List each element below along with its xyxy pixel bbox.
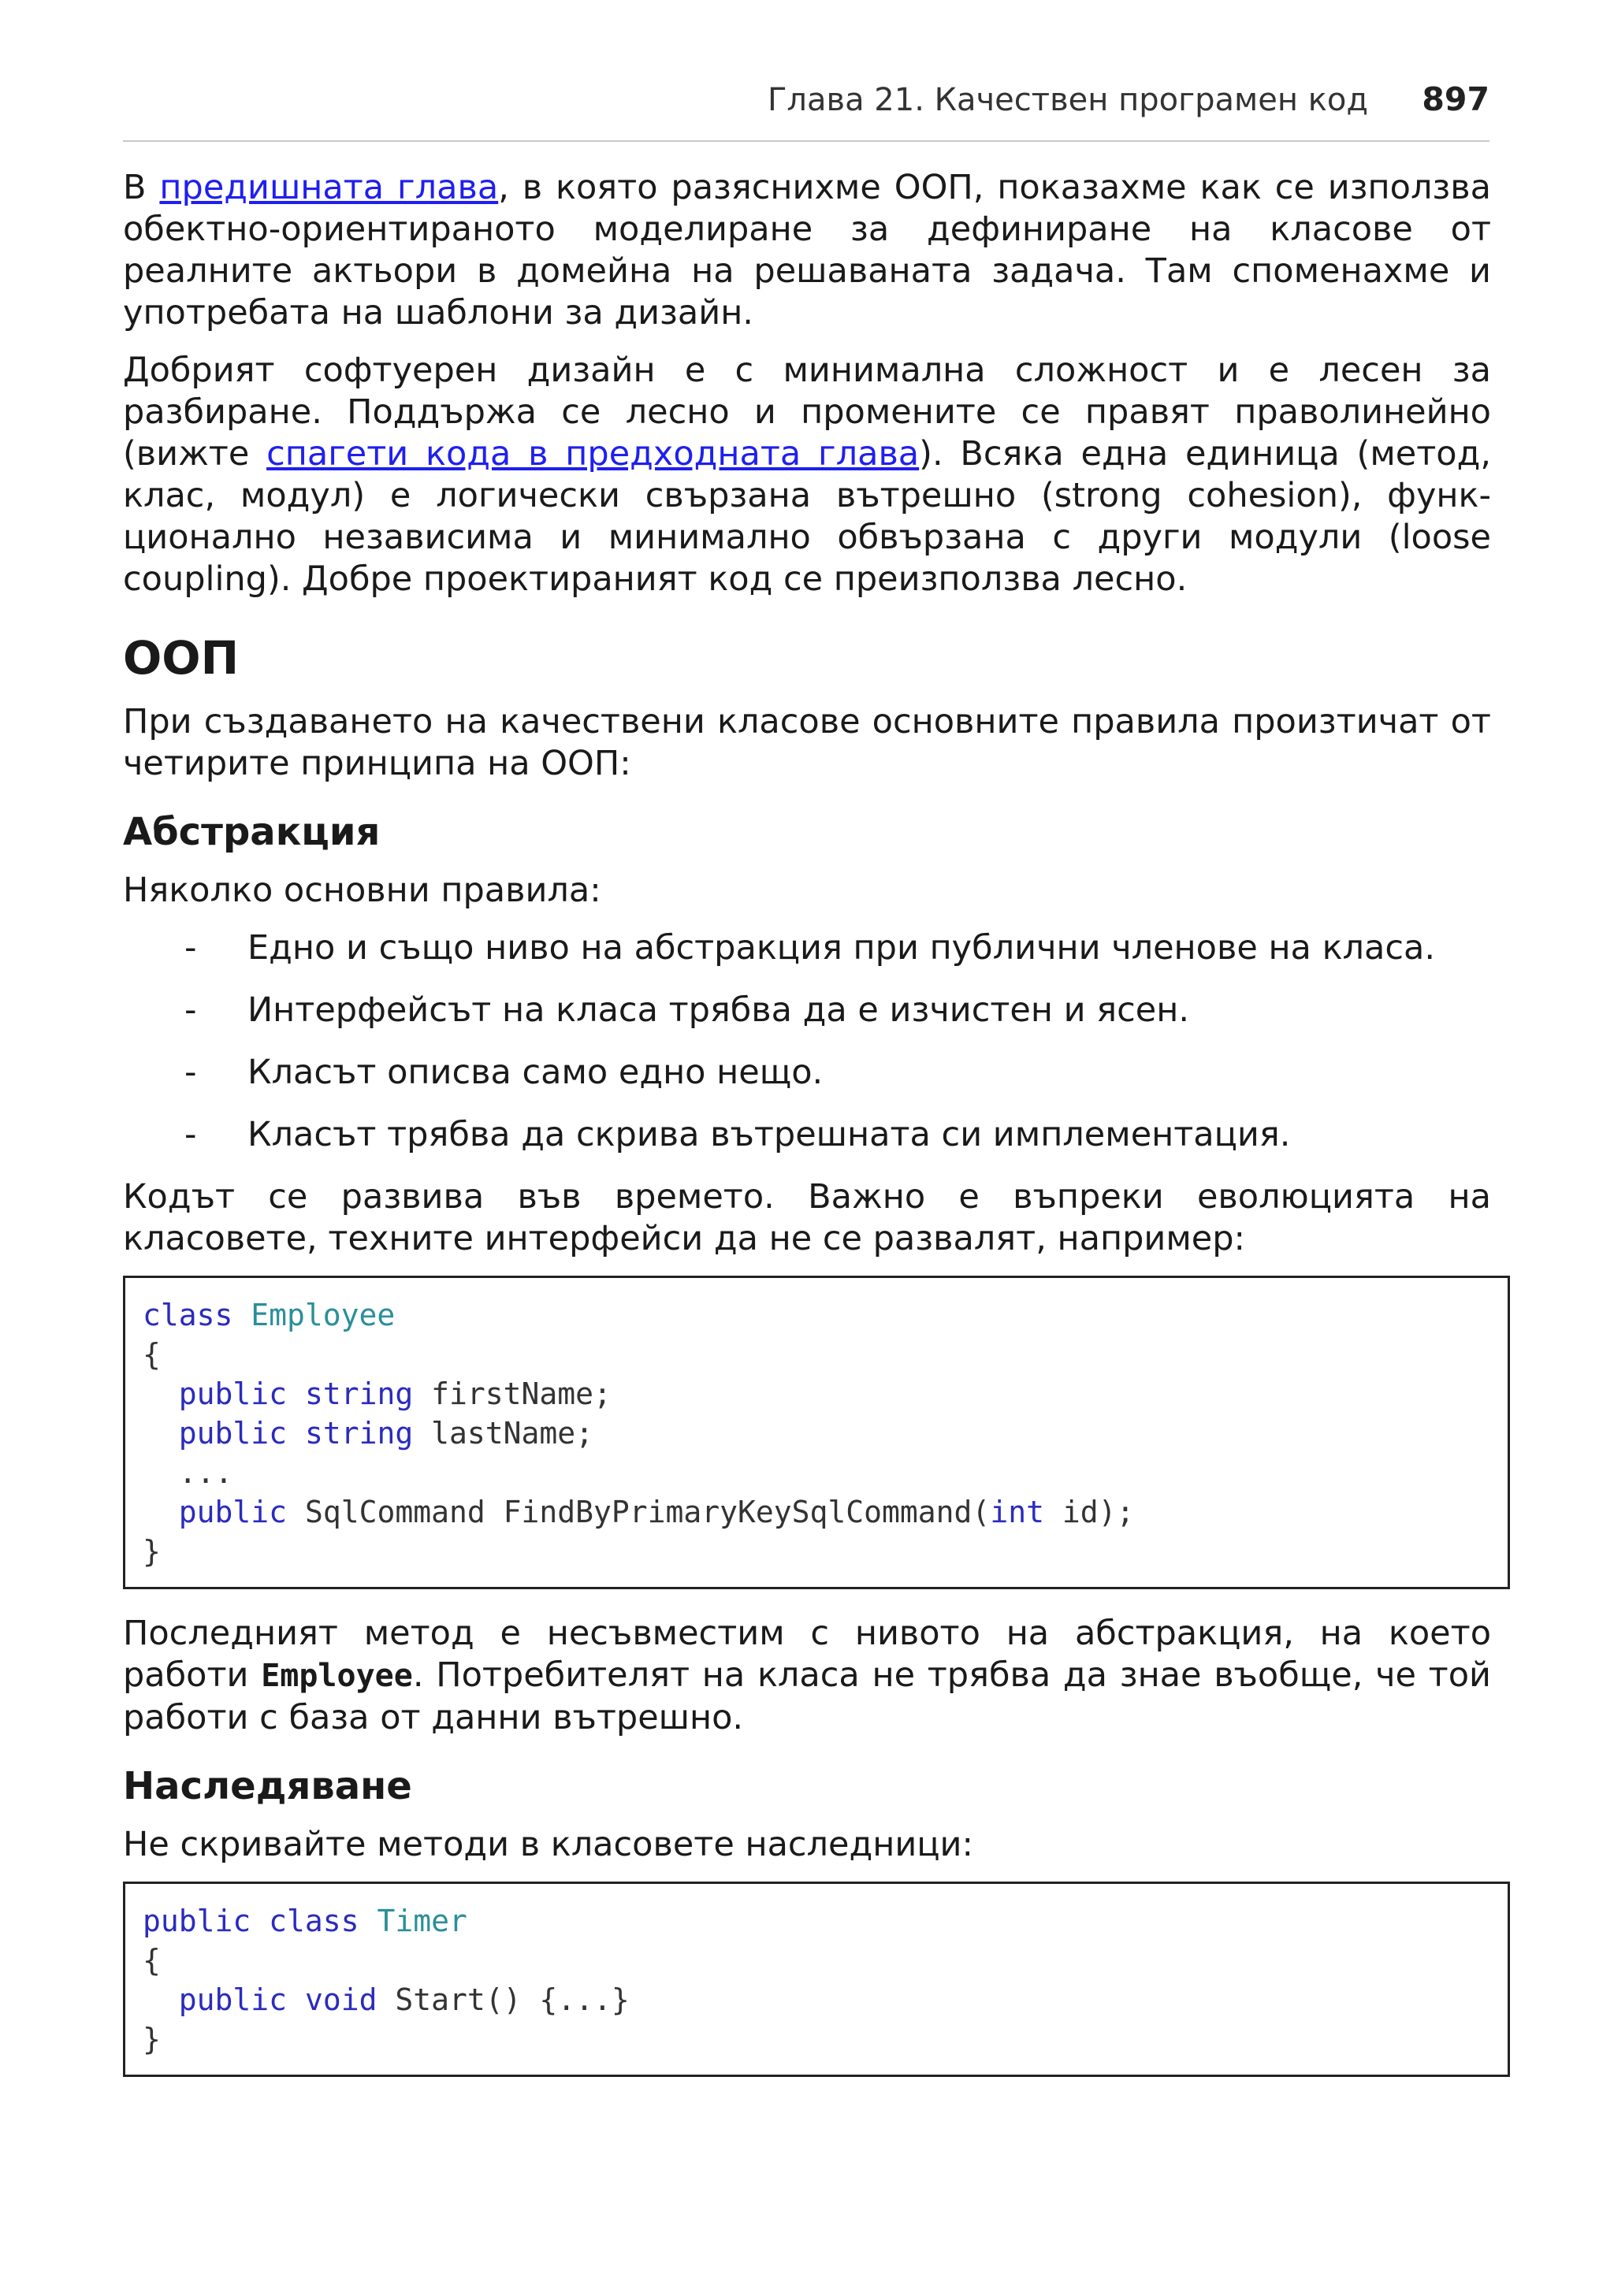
- inheritance-heading: Наследяване: [123, 1764, 412, 1808]
- page-content: [123, 167, 1491, 2101]
- list-item: [123, 927, 1491, 969]
- abstraction-intro: Няколко основни правила:: [123, 871, 601, 910]
- list-item: [123, 1052, 1491, 1094]
- page-number: 897: [1422, 80, 1489, 118]
- chapter-title: Глава 21. Качествен програмен код: [768, 82, 1368, 118]
- code-keyword: string: [304, 1376, 414, 1411]
- code-brace: }: [143, 2022, 161, 2056]
- code-field: lastName;: [431, 1416, 594, 1451]
- dash-bullet: -: [184, 990, 197, 1030]
- code-keyword: public: [143, 1904, 251, 1938]
- inheritance-paragraph: Не скривайте методи в класовете наследници:: [123, 1825, 973, 1864]
- page-header: [123, 79, 1489, 142]
- intro-paragraph-2: [123, 350, 1491, 600]
- after-code-text-post: . Потребителят на класа не трябва да знае въобще, че той работи с база от данни вътрешно.: [123, 1655, 1491, 1737]
- previous-chapter-link[interactable]: предишната глава: [159, 168, 499, 207]
- employee-code-block: [123, 1276, 1510, 1589]
- code-field: firstName;: [431, 1376, 612, 1411]
- dash-bullet: -: [184, 928, 197, 968]
- intro-p2-text-post: ). Всяка една единица (метод, клас, модул) е логически свързана вътрешно (strong cohesion), функ-ционално независима и минимално обвързана с други модули (loose coupling). Добре проектираният код се преизползва лесно.: [123, 434, 1491, 599]
- rule-text: Едно и също ниво на абстракция при публични членове на класа.: [247, 928, 1436, 968]
- code-keyword: public: [178, 1495, 288, 1529]
- code-keyword: class: [143, 1298, 233, 1332]
- code-keyword: public: [178, 1982, 288, 2017]
- rule-text: Класът трябва да скрива вътрешната си имплементация.: [247, 1115, 1291, 1154]
- abstraction-after-rules: Кодът се развива във времето. Важно е въпреки еволюцията на класовете, техните интерфейси да не се развалят, например:: [123, 1177, 1491, 1258]
- abstraction-rules-list: [123, 927, 1491, 1156]
- code-brace: {: [143, 1337, 161, 1372]
- rule-text: Интерфейсът на класа трябва да е изчистен и ясен.: [247, 990, 1189, 1030]
- code-method-end: id);: [1043, 1495, 1135, 1529]
- abstraction-heading: Абстракция: [123, 810, 381, 854]
- rule-text: Класът описва само едно нещо.: [247, 1053, 824, 1092]
- inline-code-employee: Employee: [261, 1658, 413, 1694]
- after-code-text-pre: Последният метод е несъвместим с нивото на абстракция, на което работи: [123, 1614, 1491, 1695]
- code-keyword: void: [304, 1982, 377, 2017]
- oop-heading: ООП: [123, 631, 240, 685]
- timer-code-block: [123, 1882, 1510, 2077]
- code-brace: {: [143, 1943, 161, 1978]
- list-item: [123, 1114, 1491, 1156]
- code-keyword: int: [990, 1495, 1044, 1529]
- code-method: Start() {...}: [395, 1982, 630, 2017]
- intro-p1-text-pre: В: [123, 168, 160, 207]
- intro-p2-text-pre: Добрият софтуерен дизайн е с минимална сложност и е лесен за разбиране. Поддържа се лесно и промените се правят праволинейно (вижте: [123, 351, 1491, 474]
- code-keyword: class: [269, 1904, 359, 1938]
- abstraction-after-code: [123, 1613, 1491, 1739]
- intro-p1-text-post: , в която разяснихме ООП, показахме как се използва обектно-ориентираното моделиране за дефиниране на класове от реалните актьори в домейна на решаваната задача. Там споменахме и употребата на шаблони за дизайн.: [123, 168, 1491, 333]
- spaghetti-code-link[interactable]: спагети кода в предходната глава: [266, 434, 920, 474]
- code-brace: }: [143, 1534, 161, 1569]
- dash-bullet: -: [184, 1053, 197, 1092]
- code-type-name: Timer: [377, 1904, 467, 1938]
- code-type-name: Employee: [251, 1298, 396, 1332]
- oop-paragraph: При създаването на качествени класове основните правила произтичат от четирите принципа на ООП:: [123, 702, 1491, 783]
- code-keyword: public: [178, 1376, 288, 1411]
- code-method-signature: SqlCommand FindByPrimaryKeySqlCommand(: [304, 1495, 991, 1529]
- list-item: [123, 990, 1491, 1031]
- code-keyword: public: [178, 1416, 288, 1451]
- code-keyword: string: [304, 1416, 414, 1451]
- intro-paragraph-1: [123, 167, 1491, 334]
- code-ellipsis: ...: [178, 1455, 233, 1490]
- dash-bullet: -: [184, 1115, 197, 1154]
